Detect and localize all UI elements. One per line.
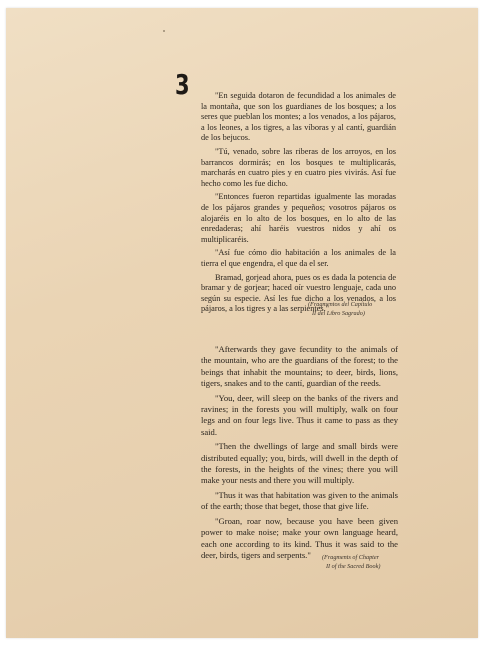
paper-sheet [6,8,478,638]
english-paragraph: "You, deer, will sleep on the banks of the rivers and ravines; in the forests you will multiply, walk on four legs and on four legs live. Thus it came to pass as they said. [201,392,398,437]
english-source-line: (Fragments of Chapter [322,554,380,561]
english-paragraph: "Afterwards they gave fecundity to the animals of the mountain, who are the guardians of the forest; to the beings that inhabit the mountains; to deer, birds, lions, tigers, snakes and to the cantí, guardian of the reeds. [201,344,398,388]
english-text-column [201,344,398,565]
english-paragraph: "Groan, roar now, because you have been given power to make noise; make your own language heard, each one according to its kind. Thus it was said to the deer, birds, tigers and serpents." [201,516,398,561]
page-number: 3 [175,68,189,101]
spanish-paragraph: "Así fue cómo dio habitación a los animales de la tierra el que engendra, el que da el ser. [201,248,396,268]
spanish-source-line: (Fragmentos del Capítulo [308,301,373,308]
spanish-source-line: II del Libro Sagrado) [312,309,365,317]
paper-speck [163,30,165,32]
spanish-paragraph: Bramad, gorjead ahora, pues os es dada la potencia de bramar y de gorjear; haced oír vuestro lenguaje, cada uno según su especie. Así les fue dicho a los venados, a los pájaros, a los tigres y a las serpientes." [201,272,396,314]
spanish-source-citation [308,301,372,318]
spanish-paragraph: "En seguida dotaron de fecundidad a los animales de la montaña, que son los guardianes de los bosques; a los seres que pueblan los montes; a los venados, a los pájaros, a los leones, a los tigres, a las víboras y al cantí, guardián de los bejucos. [201,91,396,143]
english-source-line: II of the Sacred Book) [326,562,381,570]
english-paragraph: "Then the dwellings of large and small birds were distributed equally; you, birds, will dwell in the depth of the forests, in the heights of the vines; there you will make your nests and there you will multiply. [201,441,398,486]
spanish-paragraph: "Entonces fueron repartidas igualmente las moradas de los pájaros grandes y pequeños; vosotros pájaros os alojaréis en lo alto de los bosques, en lo alto de las enredaderas; ahí haréis vuestros nidos y ahí os multiplicaréis. [201,192,396,244]
english-paragraph: "Thus it was that habitation was given to the animals of the earth; those that beget, those that give life. [201,490,398,512]
spanish-text-column [201,91,396,318]
spanish-paragraph: "Tú, venado, sobre las riberas de los arroyos, en los barrancos dormirás; en los bosques te multiplicarás, marcharás en cuatro pies y en cuatro pies vivirás. Así fue hecho como les fue dicho. [201,146,396,188]
english-source-citation [322,554,380,571]
